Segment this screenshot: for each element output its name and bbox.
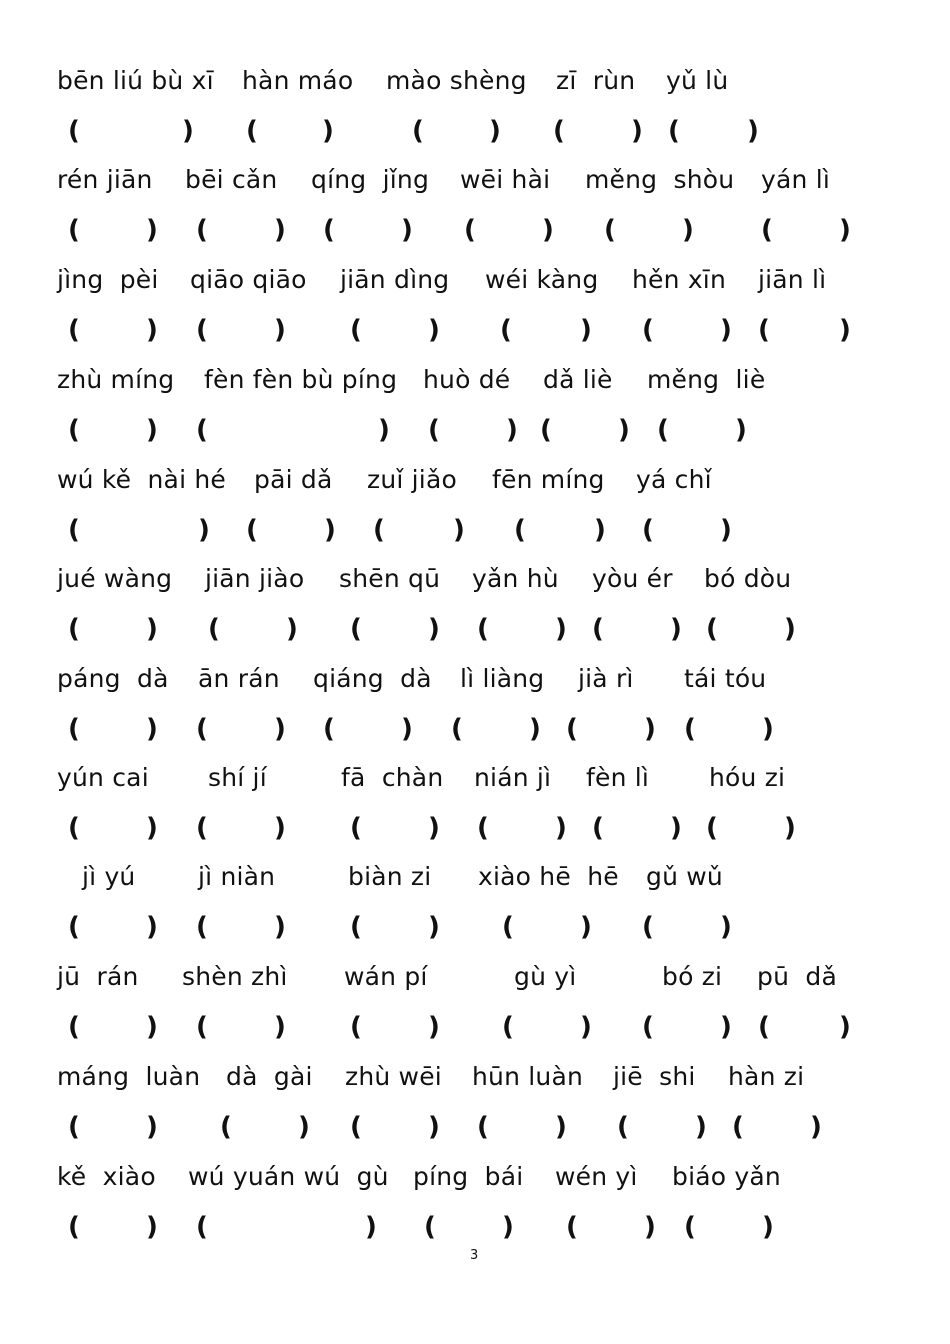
- answer-bracket-open[interactable]: (: [196, 315, 208, 345]
- pinyin-word: yǎn hù: [472, 564, 559, 593]
- answer-bracket-open[interactable]: (: [502, 1012, 514, 1042]
- answer-bracket-close[interactable]: ): [747, 116, 759, 146]
- answer-bracket-close[interactable]: ): [274, 1012, 286, 1042]
- answer-bracket-close[interactable]: ): [618, 415, 630, 445]
- answer-bracket-close[interactable]: ): [720, 515, 732, 545]
- answer-bracket-open[interactable]: (: [350, 614, 362, 644]
- pinyin-word: fā chàn: [341, 763, 444, 792]
- pinyin-word: fēn míng: [492, 465, 605, 494]
- pinyin-word: zhù wēi: [345, 1062, 442, 1091]
- answer-bracket-open[interactable]: (: [502, 912, 514, 942]
- answer-bracket-open[interactable]: (: [706, 813, 718, 843]
- answer-bracket-open[interactable]: (: [68, 315, 80, 345]
- pinyin-word: páng dà: [57, 664, 169, 693]
- pinyin-word: wú kě nài hé: [57, 465, 226, 494]
- answer-bracket-close[interactable]: ): [555, 1112, 567, 1142]
- answer-bracket-close[interactable]: ): [594, 515, 606, 545]
- pinyin-word: jì yú: [82, 862, 136, 891]
- answer-bracket-open[interactable]: (: [477, 813, 489, 843]
- pinyin-word: bēn liú bù xī: [57, 66, 214, 95]
- answer-bracket-close[interactable]: ): [580, 315, 592, 345]
- pinyin-word: zhù míng: [57, 365, 175, 394]
- answer-bracket-open[interactable]: (: [68, 714, 80, 744]
- answer-bracket-close[interactable]: ): [506, 415, 518, 445]
- answer-bracket-close[interactable]: ): [839, 315, 851, 345]
- answer-bracket-close[interactable]: ): [146, 714, 158, 744]
- pinyin-word: tái tóu: [684, 664, 767, 693]
- answer-bracket-open[interactable]: (: [323, 714, 335, 744]
- answer-bracket-close[interactable]: ): [146, 813, 158, 843]
- pinyin-word: yán lì: [761, 165, 830, 194]
- pinyin-word: wēi hài: [460, 165, 551, 194]
- answer-bracket-close[interactable]: ): [146, 614, 158, 644]
- answer-bracket-close[interactable]: ): [428, 912, 440, 942]
- pinyin-word: yún cai: [57, 763, 149, 792]
- pinyin-word: bó dòu: [704, 564, 792, 593]
- answer-bracket-close[interactable]: ): [378, 415, 390, 445]
- answer-bracket-close[interactable]: ): [555, 614, 567, 644]
- answer-bracket-close[interactable]: ): [762, 1212, 774, 1242]
- pinyin-word: lì liàng: [460, 664, 545, 693]
- answer-bracket-open[interactable]: (: [592, 813, 604, 843]
- answer-bracket-close[interactable]: ): [428, 813, 440, 843]
- answer-bracket-close[interactable]: ): [324, 515, 336, 545]
- answer-bracket-close[interactable]: ): [428, 1012, 440, 1042]
- answer-bracket-close[interactable]: ): [529, 714, 541, 744]
- answer-bracket-close[interactable]: ): [182, 116, 194, 146]
- answer-bracket-close[interactable]: ): [146, 912, 158, 942]
- answer-bracket-open[interactable]: (: [220, 1112, 232, 1142]
- pinyin-word: měng shòu: [585, 165, 735, 194]
- answer-bracket-open[interactable]: (: [246, 515, 258, 545]
- answer-bracket-open[interactable]: (: [566, 1212, 578, 1242]
- answer-bracket-close[interactable]: ): [489, 116, 501, 146]
- pinyin-word: jiē shi: [613, 1062, 696, 1091]
- answer-bracket-close[interactable]: ): [428, 315, 440, 345]
- answer-bracket-close[interactable]: ): [839, 1012, 851, 1042]
- answer-bracket-open[interactable]: (: [323, 215, 335, 245]
- answer-bracket-open[interactable]: (: [642, 912, 654, 942]
- answer-bracket-open[interactable]: (: [196, 215, 208, 245]
- answer-bracket-open[interactable]: (: [761, 215, 773, 245]
- answer-bracket-close[interactable]: ): [682, 215, 694, 245]
- answer-bracket-close[interactable]: ): [146, 315, 158, 345]
- answer-bracket-open[interactable]: (: [350, 912, 362, 942]
- answer-bracket-open[interactable]: (: [758, 1012, 770, 1042]
- answer-bracket-open[interactable]: (: [246, 116, 258, 146]
- answer-bracket-close[interactable]: ): [146, 215, 158, 245]
- pinyin-word: nián jì: [474, 763, 552, 792]
- pinyin-word: gù yì: [514, 962, 577, 991]
- answer-bracket-open[interactable]: (: [68, 1012, 80, 1042]
- answer-bracket-open[interactable]: (: [68, 614, 80, 644]
- pinyin-word: hóu zi: [709, 763, 786, 792]
- answer-bracket-close[interactable]: ): [274, 714, 286, 744]
- answer-bracket-open[interactable]: (: [758, 315, 770, 345]
- pinyin-word: biáo yǎn: [672, 1162, 781, 1191]
- answer-bracket-open[interactable]: (: [350, 813, 362, 843]
- pinyin-word: biàn zi: [348, 862, 432, 891]
- pinyin-word: qiāo qiāo: [190, 265, 307, 294]
- answer-bracket-open[interactable]: (: [196, 1012, 208, 1042]
- answer-bracket-close[interactable]: ): [631, 116, 643, 146]
- answer-bracket-open[interactable]: (: [540, 415, 552, 445]
- pinyin-word: bēi cǎn: [185, 165, 278, 194]
- answer-bracket-open[interactable]: (: [208, 614, 220, 644]
- answer-bracket-close[interactable]: ): [401, 714, 413, 744]
- answer-bracket-open[interactable]: (: [668, 116, 680, 146]
- pinyin-word: dǎ liè: [543, 365, 613, 394]
- answer-bracket-close[interactable]: ): [274, 912, 286, 942]
- answer-bracket-close[interactable]: ): [453, 515, 465, 545]
- answer-bracket-close[interactable]: ): [839, 215, 851, 245]
- answer-bracket-open[interactable]: (: [68, 415, 80, 445]
- pinyin-word: jiān dìng: [340, 265, 450, 294]
- answer-bracket-close[interactable]: ): [644, 1212, 656, 1242]
- pinyin-word: píng bái: [413, 1162, 524, 1191]
- answer-bracket-close[interactable]: ): [298, 1112, 310, 1142]
- answer-bracket-open[interactable]: (: [196, 912, 208, 942]
- answer-bracket-open[interactable]: (: [706, 614, 718, 644]
- answer-bracket-open[interactable]: (: [657, 415, 669, 445]
- answer-bracket-open[interactable]: (: [684, 1212, 696, 1242]
- pinyin-word: dà gài: [226, 1062, 313, 1091]
- answer-bracket-open[interactable]: (: [68, 1212, 80, 1242]
- pinyin-word: jìng pèi: [57, 265, 159, 294]
- pinyin-word: gǔ wǔ: [646, 862, 723, 891]
- pinyin-word: rén jiān: [57, 165, 153, 194]
- answer-bracket-close[interactable]: ): [274, 315, 286, 345]
- answer-bracket-open[interactable]: (: [514, 515, 526, 545]
- answer-bracket-open[interactable]: (: [642, 1012, 654, 1042]
- answer-bracket-close[interactable]: ): [274, 813, 286, 843]
- answer-bracket-close[interactable]: ): [322, 116, 334, 146]
- pinyin-word: jiān jiào: [205, 564, 305, 593]
- answer-bracket-close[interactable]: ): [762, 714, 774, 744]
- pinyin-word: fèn fèn bù píng: [204, 365, 398, 394]
- answer-bracket-close[interactable]: ): [720, 1012, 732, 1042]
- answer-bracket-close[interactable]: ): [644, 714, 656, 744]
- answer-bracket-open[interactable]: (: [604, 215, 616, 245]
- answer-bracket-open[interactable]: (: [500, 315, 512, 345]
- answer-bracket-close[interactable]: ): [428, 1112, 440, 1142]
- pinyin-word: hūn luàn: [472, 1062, 584, 1091]
- pinyin-word: měng liè: [647, 365, 766, 394]
- answer-bracket-open[interactable]: (: [68, 813, 80, 843]
- pinyin-word: wén yì: [555, 1162, 638, 1191]
- pinyin-word: xiào hē hē: [478, 862, 619, 891]
- answer-bracket-close[interactable]: ): [365, 1212, 377, 1242]
- answer-bracket-open[interactable]: (: [477, 1112, 489, 1142]
- pinyin-word: huò dé: [423, 365, 511, 394]
- answer-bracket-open[interactable]: (: [566, 714, 578, 744]
- pinyin-word: jū rán: [57, 962, 139, 991]
- pinyin-word: zī rùn: [556, 66, 636, 95]
- pinyin-word: wán pí: [344, 962, 428, 991]
- pinyin-word: wéi kàng: [485, 265, 599, 294]
- answer-bracket-open[interactable]: (: [68, 215, 80, 245]
- answer-bracket-open[interactable]: (: [68, 515, 80, 545]
- answer-bracket-close[interactable]: ): [670, 813, 682, 843]
- answer-bracket-open[interactable]: (: [424, 1212, 436, 1242]
- answer-bracket-open[interactable]: (: [477, 614, 489, 644]
- answer-bracket-close[interactable]: ): [580, 912, 592, 942]
- answer-bracket-close[interactable]: ): [720, 912, 732, 942]
- pinyin-word: máng luàn: [57, 1062, 201, 1091]
- pinyin-word: zuǐ jiǎo: [367, 465, 457, 494]
- answer-bracket-close[interactable]: ): [695, 1112, 707, 1142]
- answer-bracket-close[interactable]: ): [735, 415, 747, 445]
- pinyin-word: hàn máo: [242, 66, 354, 95]
- answer-bracket-open[interactable]: (: [642, 315, 654, 345]
- answer-bracket-close[interactable]: ): [274, 215, 286, 245]
- pinyin-word: qíng jǐng: [311, 165, 430, 194]
- answer-bracket-open[interactable]: (: [196, 415, 208, 445]
- answer-bracket-open[interactable]: (: [451, 714, 463, 744]
- pinyin-word: kě xiào: [57, 1162, 156, 1191]
- answer-bracket-close[interactable]: ): [784, 813, 796, 843]
- answer-bracket-open[interactable]: (: [350, 315, 362, 345]
- pinyin-word: wú yuán wú gù: [188, 1162, 389, 1191]
- answer-bracket-open[interactable]: (: [428, 415, 440, 445]
- pinyin-word: hěn xīn: [632, 265, 727, 294]
- answer-bracket-open[interactable]: (: [617, 1112, 629, 1142]
- pinyin-word: ān rán: [198, 664, 280, 693]
- page-number: 3: [470, 1248, 479, 1263]
- pinyin-word: shí jí: [208, 763, 267, 792]
- pinyin-word: mào shèng: [386, 66, 527, 95]
- answer-bracket-open[interactable]: (: [196, 714, 208, 744]
- pinyin-word: jì niàn: [198, 862, 276, 891]
- pinyin-word: hàn zi: [728, 1062, 805, 1091]
- answer-bracket-close[interactable]: ): [784, 614, 796, 644]
- answer-bracket-close[interactable]: ): [146, 1012, 158, 1042]
- answer-bracket-close[interactable]: ): [810, 1112, 822, 1142]
- pinyin-word: bó zi: [662, 962, 723, 991]
- pinyin-word: jiān lì: [758, 265, 827, 294]
- answer-bracket-close[interactable]: ): [555, 813, 567, 843]
- answer-bracket-open[interactable]: (: [412, 116, 424, 146]
- answer-bracket-close[interactable]: ): [670, 614, 682, 644]
- answer-bracket-close[interactable]: ): [502, 1212, 514, 1242]
- answer-bracket-close[interactable]: ): [146, 1212, 158, 1242]
- answer-bracket-close[interactable]: ): [198, 515, 210, 545]
- pinyin-word: jué wàng: [57, 564, 173, 593]
- answer-bracket-open[interactable]: (: [196, 1212, 208, 1242]
- pinyin-word: pāi dǎ: [254, 465, 333, 494]
- pinyin-word: fèn lì: [586, 763, 650, 792]
- answer-bracket-close[interactable]: ): [542, 215, 554, 245]
- answer-bracket-close[interactable]: ): [286, 614, 298, 644]
- answer-bracket-open[interactable]: (: [196, 813, 208, 843]
- answer-bracket-close[interactable]: ): [401, 215, 413, 245]
- answer-bracket-open[interactable]: (: [592, 614, 604, 644]
- answer-bracket-open[interactable]: (: [464, 215, 476, 245]
- pinyin-word: shēn qū: [339, 564, 441, 593]
- answer-bracket-open[interactable]: (: [68, 116, 80, 146]
- answer-bracket-open[interactable]: (: [684, 714, 696, 744]
- pinyin-word: shèn zhì: [182, 962, 288, 991]
- answer-bracket-open[interactable]: (: [553, 116, 565, 146]
- answer-bracket-open[interactable]: (: [732, 1112, 744, 1142]
- answer-bracket-close[interactable]: ): [428, 614, 440, 644]
- pinyin-word: qiáng dà: [313, 664, 432, 693]
- answer-bracket-open[interactable]: (: [68, 912, 80, 942]
- answer-bracket-open[interactable]: (: [350, 1112, 362, 1142]
- pinyin-word: pū dǎ: [757, 962, 837, 991]
- answer-bracket-open[interactable]: (: [373, 515, 385, 545]
- answer-bracket-open[interactable]: (: [350, 1012, 362, 1042]
- answer-bracket-open[interactable]: (: [642, 515, 654, 545]
- answer-bracket-close[interactable]: ): [146, 415, 158, 445]
- pinyin-word: jià rì: [578, 664, 634, 693]
- answer-bracket-close[interactable]: ): [146, 1112, 158, 1142]
- pinyin-word: yòu ér: [592, 564, 673, 593]
- answer-bracket-close[interactable]: ): [720, 315, 732, 345]
- pinyin-word: yǔ lù: [666, 66, 729, 95]
- pinyin-word: yá chǐ: [636, 465, 712, 494]
- answer-bracket-open[interactable]: (: [68, 1112, 80, 1142]
- answer-bracket-close[interactable]: ): [580, 1012, 592, 1042]
